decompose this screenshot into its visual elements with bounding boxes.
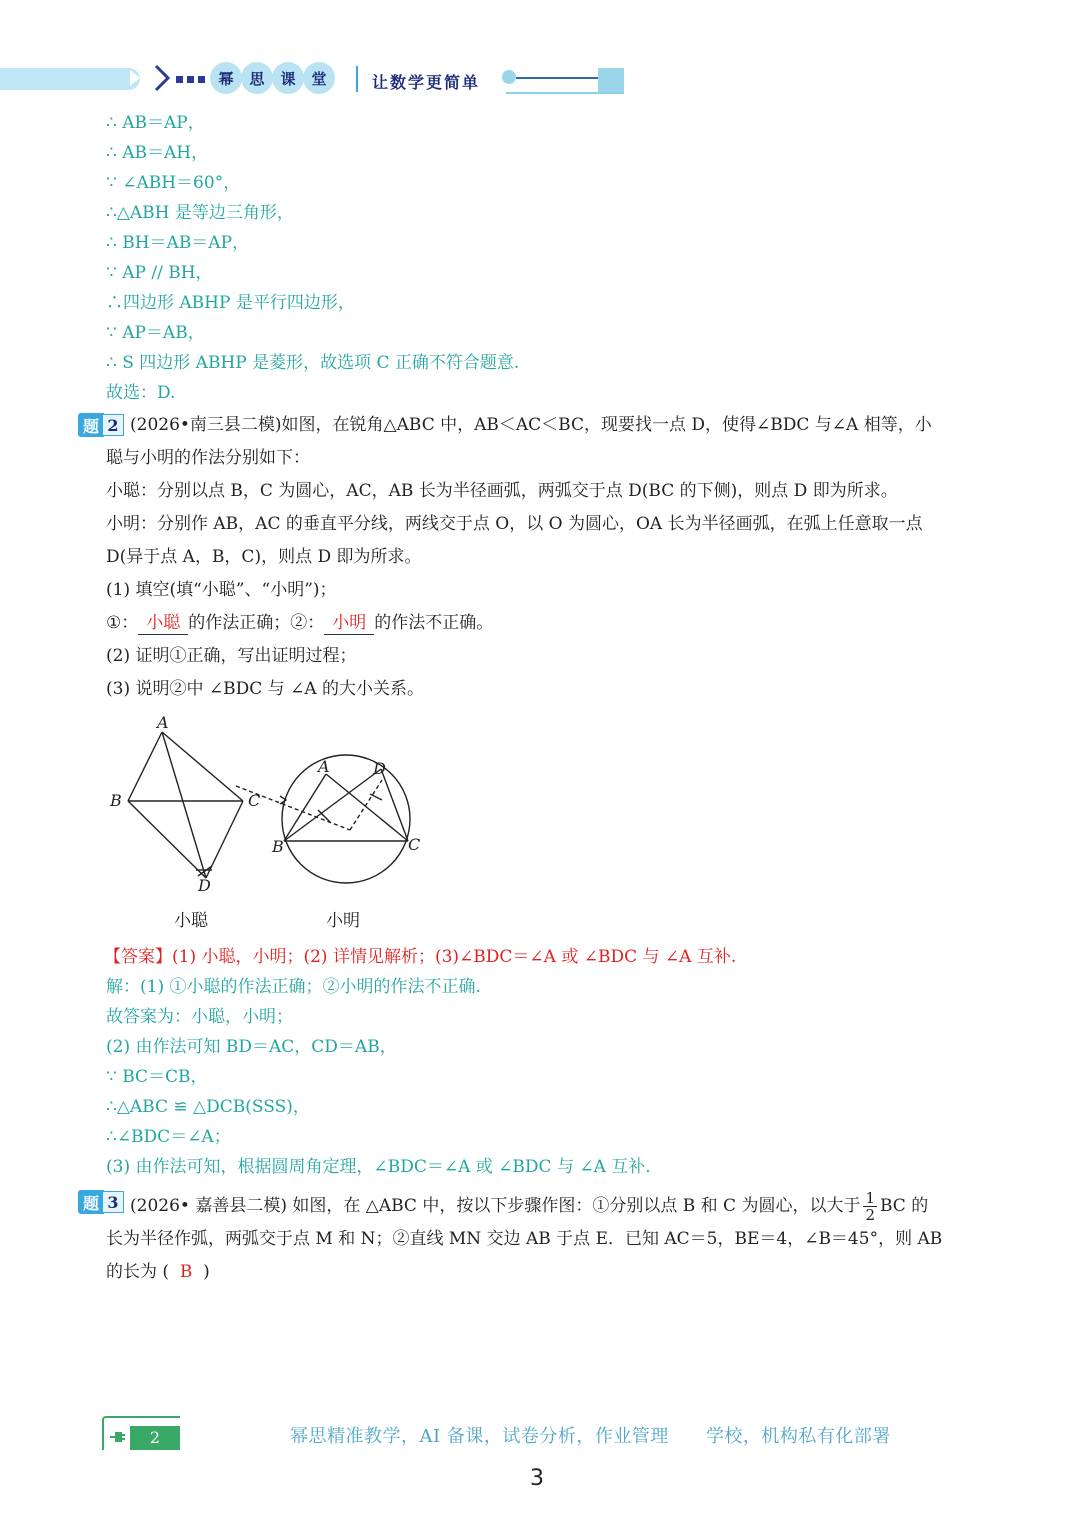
header-separator bbox=[356, 66, 358, 92]
footer-page-label: 2 bbox=[130, 1426, 180, 1450]
label-c-left: C bbox=[248, 791, 261, 810]
arc-mark bbox=[370, 794, 382, 800]
answer-tag: 【答案】 bbox=[104, 947, 172, 967]
solution-line: 故选：D. bbox=[106, 383, 176, 403]
q3-paren-open: 的长为 ( bbox=[106, 1262, 170, 1282]
header-ball bbox=[502, 70, 516, 84]
q3-stem-line1 bbox=[130, 1190, 928, 1223]
q3-paren-close: ) bbox=[203, 1262, 210, 1282]
fill-answer1: 小聪 bbox=[138, 612, 188, 635]
answer-text: (1) 小聪，小明；(2) 详情见解析；(3)∠BDC＝∠A 或 ∠BDC 与 ∠A 互补. bbox=[172, 947, 737, 967]
fraction-half bbox=[863, 1190, 877, 1223]
geometry-figure bbox=[100, 708, 440, 938]
badge-number: 2 bbox=[102, 414, 124, 436]
solution-line: ∴ AB＝AP， bbox=[106, 113, 205, 133]
q2-method-ming-line1: 小明：分别作 AB，AC 的垂直平分线，两线交于点 O，以 O 为圆心，OA 长为半径画弧，在弧上任意取一点 bbox=[106, 514, 923, 534]
question-badge bbox=[78, 413, 124, 437]
header-dot bbox=[176, 76, 183, 83]
q2-solution-line: (3) 由作法可知，根据圆周角定理，∠BDC＝∠A 或 ∠BDC 与 ∠A 互补. bbox=[106, 1157, 651, 1177]
fill-mid: 的作法正确；②： bbox=[188, 613, 325, 633]
brand-char: 思 bbox=[241, 62, 273, 94]
fill-suffix: 的作法不正确。 bbox=[374, 613, 494, 633]
solution-line: ∴ AB＝AH， bbox=[106, 143, 209, 163]
q2-solution-line: 解：(1) ①小聪的作法正确；②小明的作法不正确. bbox=[106, 977, 481, 997]
q2-part2: (2) 证明①正确，写出证明过程； bbox=[106, 646, 357, 666]
brand-char: 幂 bbox=[210, 62, 242, 94]
label-d-left: D bbox=[198, 876, 211, 895]
segment-ab bbox=[128, 732, 162, 801]
q2-stem-line1: (2026•南三县二模)如图，在锐角△ABC 中，AB＜AC＜BC，现要找一点 D，使得∠BDC 与∠A 相等，小 bbox=[130, 415, 932, 435]
brand-char: 课 bbox=[272, 62, 304, 94]
q2-solution-line: ∴∠BDC＝∠A； bbox=[106, 1127, 231, 1147]
header-dot bbox=[187, 76, 194, 83]
header-square bbox=[598, 68, 624, 92]
circumcircle bbox=[282, 755, 410, 883]
q3-stem-part2: BC 的 bbox=[880, 1196, 929, 1216]
frac-num: 1 bbox=[865, 1189, 875, 1207]
q2-solution-line: ∵ BC＝CB， bbox=[106, 1067, 208, 1087]
solution-line: ∴△ABH 是等边三角形， bbox=[106, 203, 294, 223]
brand-char: 堂 bbox=[303, 62, 335, 94]
plug-icon bbox=[108, 1430, 126, 1444]
header-line bbox=[516, 77, 604, 79]
footer-tagline: 幂思精准教学，AI 备课，试卷分析，作业管理 学校，机构私有化部署 bbox=[290, 1426, 891, 1447]
segment-ac bbox=[162, 732, 243, 801]
perp-bisector-ac bbox=[350, 780, 382, 830]
figure-cong bbox=[128, 732, 243, 878]
header-arrow-icon bbox=[130, 70, 140, 86]
header-slogan: 让数学更简单 bbox=[372, 73, 481, 92]
label-b-right: B bbox=[272, 837, 284, 856]
q3-stem-line3 bbox=[106, 1261, 210, 1283]
header-dot bbox=[198, 76, 205, 83]
frac-den: 2 bbox=[865, 1206, 875, 1224]
q3-stem-line2: 长为半径作弧，两弧交于点 M 和 N；②直线 MN 交边 AB 于点 E．已知 AC＝5，BE＝4，∠B＝45°，则 AB bbox=[106, 1229, 943, 1249]
badge-number: 3 bbox=[102, 1191, 124, 1213]
label-b-left: B bbox=[110, 791, 122, 810]
label-d-right: D bbox=[373, 759, 386, 778]
q2-solution-line: ∴△ABC ≌ △DCB(SSS)， bbox=[106, 1097, 310, 1117]
solution-line: ∵ AP // BH， bbox=[106, 263, 213, 283]
badge-label: 题 bbox=[78, 1190, 104, 1214]
q2-part3: (3) 说明②中 ∠BDC 与 ∠A 的大小关系。 bbox=[106, 679, 424, 699]
solution-line: ∴四边形 ABHP 是平行四边形， bbox=[106, 293, 355, 313]
solution-line: ∵ ∠ABH＝60°， bbox=[106, 173, 241, 193]
q2-solution-line: 故答案为：小聪，小明； bbox=[106, 1007, 293, 1027]
label-a-left: A bbox=[157, 713, 169, 732]
question-badge bbox=[78, 1190, 124, 1214]
q2-method-ming-line2: D(异于点 A，B，C)，则点 D 即为所求。 bbox=[106, 547, 422, 567]
q2-solution-line: (2) 由作法可知 BD＝AC，CD＝AB， bbox=[106, 1037, 397, 1057]
label-c-right: C bbox=[408, 835, 421, 854]
q3-answer: B bbox=[179, 1262, 193, 1282]
page-number: 3 bbox=[530, 1466, 544, 1491]
caption-cong: 小聪 bbox=[174, 911, 208, 931]
fill-answer2: 小明 bbox=[324, 612, 374, 635]
header-underline bbox=[506, 92, 624, 94]
badge-label: 题 bbox=[78, 413, 104, 437]
solution-line: ∵ AP＝AB， bbox=[106, 323, 205, 343]
q2-fill-line bbox=[106, 612, 493, 635]
q2-stem-line2: 聪与小明的作法分别如下： bbox=[106, 448, 310, 468]
q3-stem-part1: (2026• 嘉善县二模) 如图，在 △ABC 中，按以下步骤作图：①分别以点 B 和 C 为圆心，以大于 bbox=[130, 1196, 861, 1216]
q2-answer-line bbox=[104, 946, 736, 968]
q2-part1: (1) 填空(填“小聪”、“小明”)； bbox=[106, 580, 337, 600]
solution-line: ∴ S 四边形 ABHP 是菱形，故选项 C 正确不符合题意. bbox=[106, 353, 520, 373]
fill-prefix1: ①： bbox=[106, 613, 139, 633]
header-band bbox=[0, 68, 140, 90]
label-a-right: A bbox=[318, 757, 330, 776]
solution-line: ∴ BH＝AB＝AP， bbox=[106, 233, 250, 253]
q2-method-cong: 小聪：分别以点 B，C 为圆心，AC，AB 长为半径画弧，两弧交于点 D(BC 的下侧)，则点 D 即为所求。 bbox=[106, 481, 898, 501]
caption-ming: 小明 bbox=[326, 911, 360, 931]
